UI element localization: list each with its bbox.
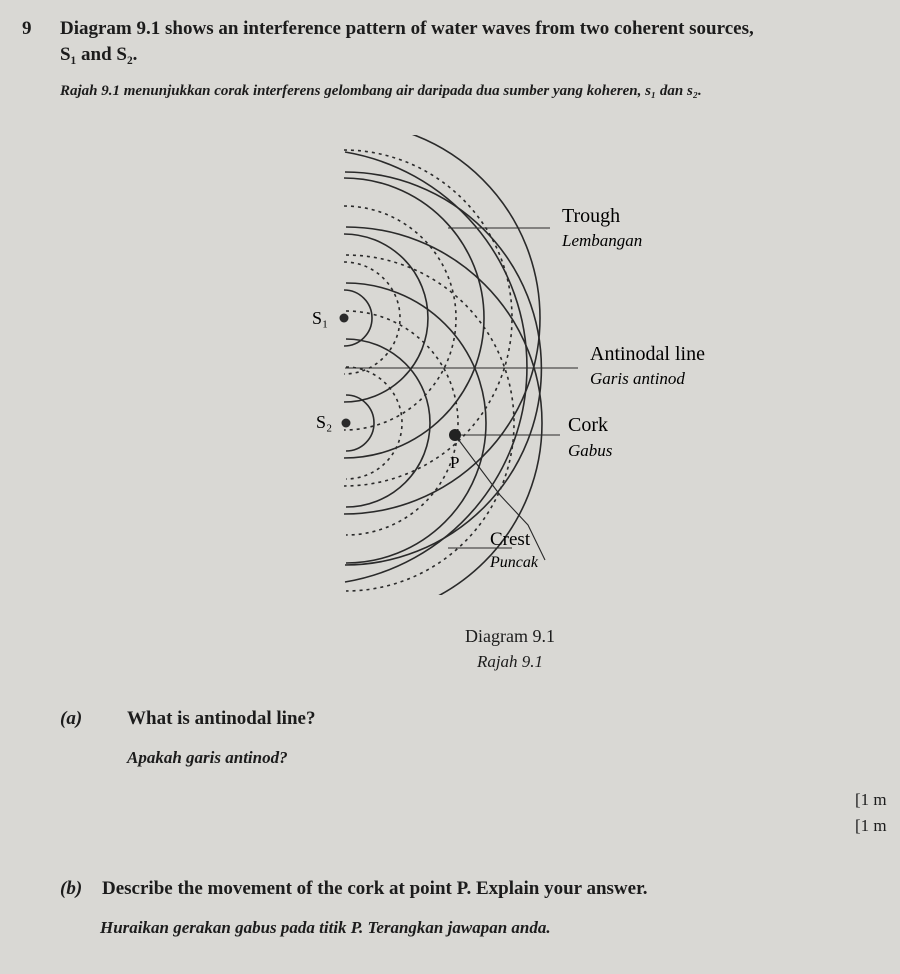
part-b-question-ms: Huraikan gerakan gabus pada titik P. Terangkan jawapan anda. <box>100 918 551 937</box>
diagram-caption-ms: Rajah 9.1 <box>476 652 544 671</box>
crest-label-ms: Puncak <box>490 554 538 571</box>
cork-label-en: Cork <box>568 414 608 436</box>
question-intro-ms: Rajah 9.1 menunjukkan corak interferens gelombang air daripada dua sumber yang koheren, s₁ dan s₂. <box>60 83 702 99</box>
outer-wavefront <box>345 152 527 582</box>
part-a-mark-1: [1 m <box>855 790 887 809</box>
part-a-mark-2: [1 m <box>855 816 887 835</box>
part-b-question-en: Describe the movement of the cork at point P. Explain your answer. <box>102 878 648 899</box>
s1-crest-wavefront <box>344 135 540 514</box>
part-a-question-ms: Apakah garis antinod? <box>127 748 288 767</box>
question-intro-en-line1: Diagram 9.1 shows an interference pattern of water waves from two coherent sources, <box>60 18 754 39</box>
part-b-label: (b) <box>60 878 83 899</box>
question-number: 9 <box>22 18 32 39</box>
antinodal-label-en: Antinodal line <box>590 343 705 365</box>
cork-dot <box>449 429 461 441</box>
s1-crest-wavefront <box>344 178 484 458</box>
s1-label: S₁ <box>312 308 329 328</box>
source-s1-dot <box>340 314 349 323</box>
cork-label-ms: Gabus <box>568 441 613 460</box>
source-s2-dot <box>342 419 351 428</box>
part-a-label: (a) <box>60 708 83 729</box>
s2-crest-wavefront <box>346 339 430 507</box>
trough-label-ms: Lembangan <box>562 231 643 250</box>
diagram-caption-en: Diagram 9.1 <box>465 626 555 646</box>
interference-diagram <box>300 135 760 595</box>
crest-label-en: Crest <box>490 529 531 550</box>
wave-fronts <box>344 135 542 595</box>
s2-label: S₂ <box>316 412 333 432</box>
part-a-question-en: What is antinodal line? <box>127 708 316 729</box>
s2-trough-wavefront <box>346 311 458 535</box>
antinodal-label-ms: Garis antinod <box>590 369 685 388</box>
s2-crest-wavefront <box>346 283 486 563</box>
question-intro-en-line2: S₁ and S₂. <box>60 44 138 65</box>
p-label: P <box>450 453 460 472</box>
trough-label-en: Trough <box>562 205 621 227</box>
